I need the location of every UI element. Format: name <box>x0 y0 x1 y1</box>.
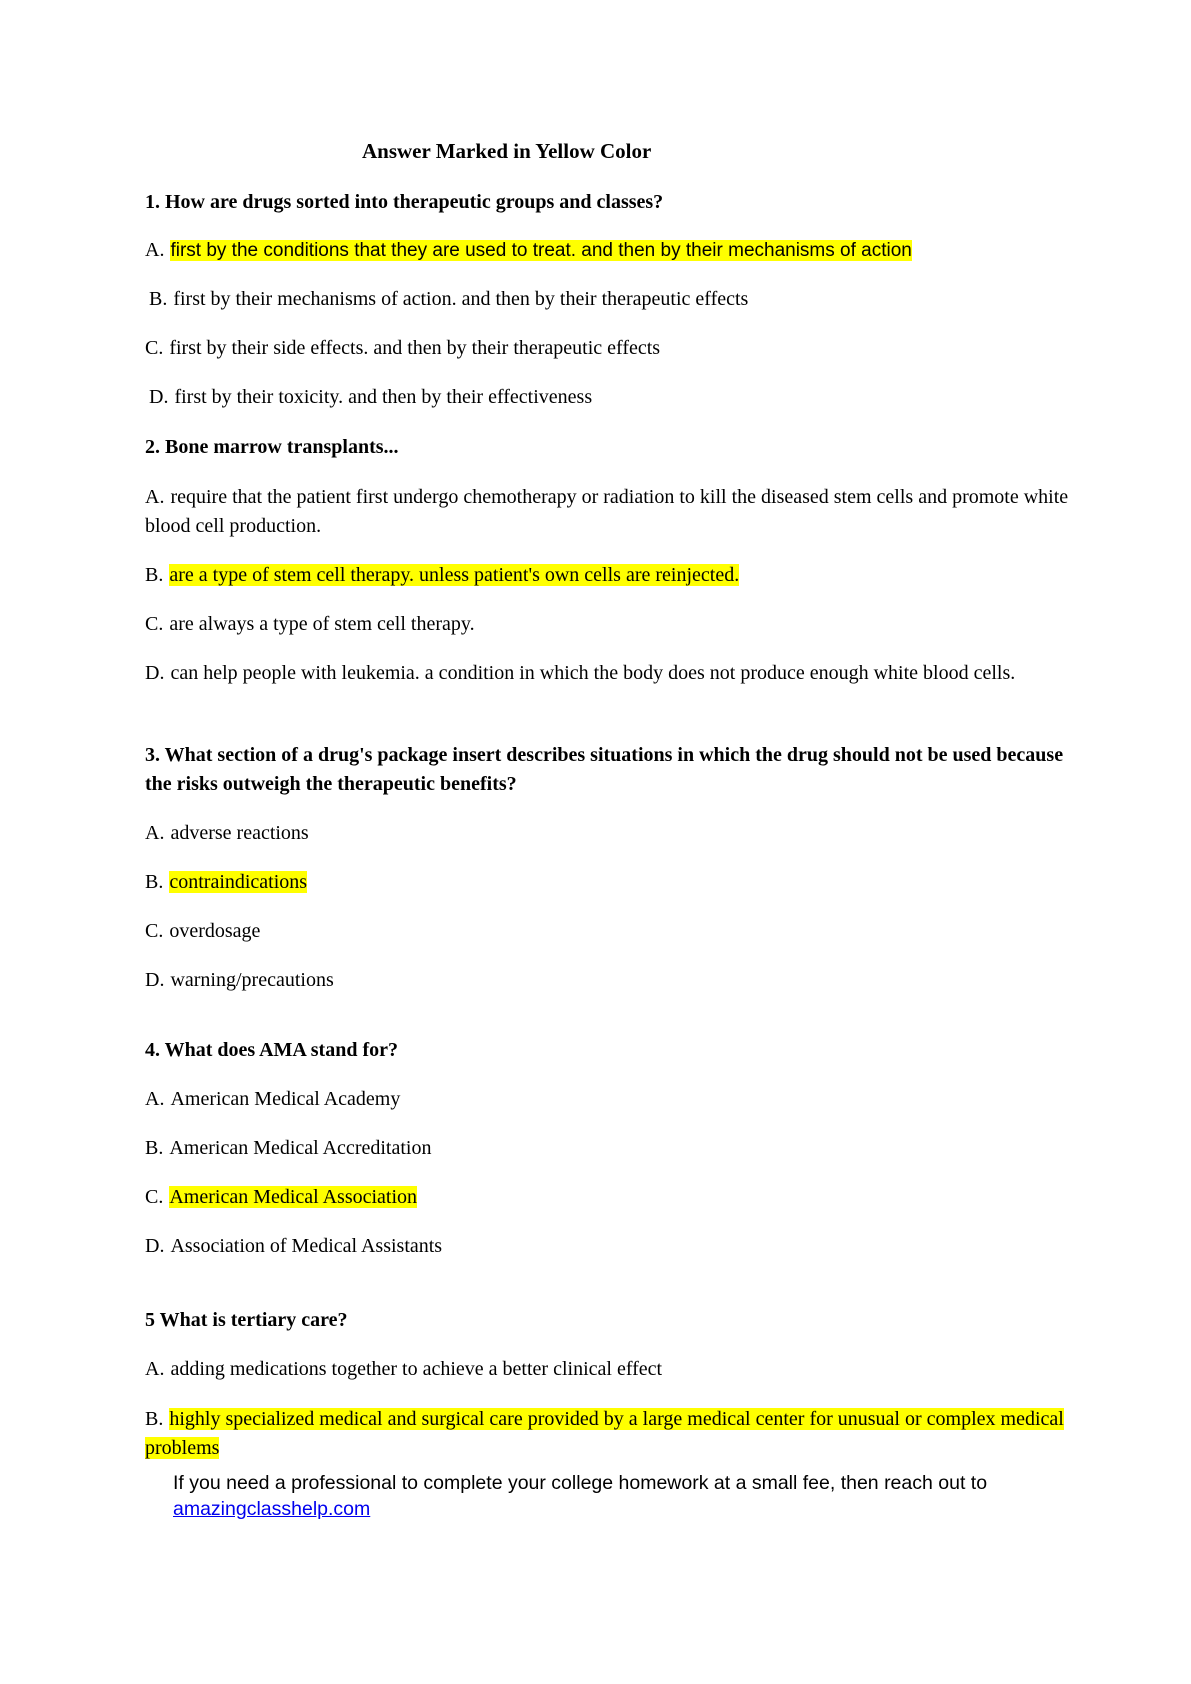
question-3-option-c <box>145 917 1080 946</box>
option-text-highlighted: are a type of stem cell therapy. unless patient's own cells are reinjected. <box>169 564 740 586</box>
option-text: can help people with leukemia. a condition in which the body does not produce enough white blood cells. <box>170 662 1016 684</box>
question-2-option-a <box>145 483 1080 541</box>
option-letter: C. <box>145 337 164 359</box>
option-text: first by their mechanisms of action. and then by their therapeutic effects <box>173 288 749 310</box>
option-text-highlighted: contraindications <box>169 871 308 893</box>
question-4-option-d <box>145 1232 1080 1261</box>
option-letter: D. <box>145 662 165 684</box>
question-4-option-c <box>145 1183 1080 1212</box>
option-text: are always a type of stem cell therapy. <box>169 613 475 635</box>
question-3: 3. What section of a drug's package insert describes situations in which the drug should not be used because the risks outweigh the therapeutic benefits? <box>145 744 1064 795</box>
option-text-highlighted: American Medical Association <box>169 1186 418 1208</box>
question-1-option-c <box>145 334 1080 363</box>
promo-link[interactable]: amazingclasshelp.com <box>173 1498 371 1520</box>
option-letter: C. <box>145 920 164 942</box>
question-3-option-d <box>145 966 1080 995</box>
question-1-option-b <box>149 285 1084 314</box>
question-1: 1. How are drugs sorted into therapeutic groups and classes? <box>145 191 664 213</box>
option-letter: D. <box>145 969 165 991</box>
option-text: adding medications together to achieve a better clinical effect <box>170 1358 663 1380</box>
question-3-option-b <box>145 868 1080 897</box>
option-text-highlighted: first by the conditions that they are used to treat. and then by their mechanisms of action <box>170 240 912 261</box>
option-letter: A. <box>145 1088 165 1110</box>
question-4: 4. What does AMA stand for? <box>145 1039 398 1061</box>
question-2-option-c <box>145 610 1080 639</box>
option-letter: A. <box>145 822 165 844</box>
option-text: first by their side effects. and then by their therapeutic effects <box>169 337 661 359</box>
option-text: require that the patient first undergo chemotherapy or radiation to kill the diseased stem cells and promote white blood cell production. <box>145 486 1069 537</box>
option-text: Association of Medical Assistants <box>170 1235 443 1257</box>
option-letter: A. <box>145 1358 165 1380</box>
question-4-option-b <box>145 1134 1080 1163</box>
question-2-option-d <box>145 659 1080 688</box>
question-2: 2. Bone marrow transplants... <box>145 436 399 458</box>
option-letter: C. <box>145 1186 164 1208</box>
option-text: adverse reactions <box>170 822 309 844</box>
option-letter: B. <box>145 564 164 586</box>
option-letter: D. <box>145 1235 165 1257</box>
promo-note <box>173 1470 1093 1522</box>
option-letter: A. <box>145 239 165 261</box>
question-1-option-a <box>145 236 1080 265</box>
option-text-highlighted: highly specialized medical and surgical care provided by a large medical center for unusual or complex medical problems <box>145 1408 1064 1459</box>
question-5-option-a <box>145 1355 1080 1384</box>
option-letter: D. <box>149 386 169 408</box>
option-text: first by their toxicity. and then by their effectiveness <box>174 386 593 408</box>
option-text: American Medical Accreditation <box>169 1137 432 1159</box>
question-2-option-b <box>145 561 1080 590</box>
option-letter: C. <box>145 613 164 635</box>
question-1-option-d <box>149 383 1084 412</box>
page-heading: Answer Marked in Yellow Color <box>362 139 652 163</box>
option-letter: A. <box>145 486 165 508</box>
promo-text: If you need a professional to complete your college homework at a small fee, then reach out to <box>173 1472 988 1494</box>
option-text: American Medical Academy <box>170 1088 401 1110</box>
option-letter: B. <box>145 1408 164 1430</box>
question-5: 5 What is tertiary care? <box>145 1309 348 1331</box>
option-text: warning/precautions <box>170 969 334 991</box>
option-text: overdosage <box>169 920 261 942</box>
option-letter: B. <box>149 288 168 310</box>
question-5-option-b <box>145 1405 1080 1463</box>
question-3-option-a <box>145 819 1080 848</box>
question-4-option-a <box>145 1085 1080 1114</box>
option-letter: B. <box>145 871 164 893</box>
option-letter: B. <box>145 1137 164 1159</box>
